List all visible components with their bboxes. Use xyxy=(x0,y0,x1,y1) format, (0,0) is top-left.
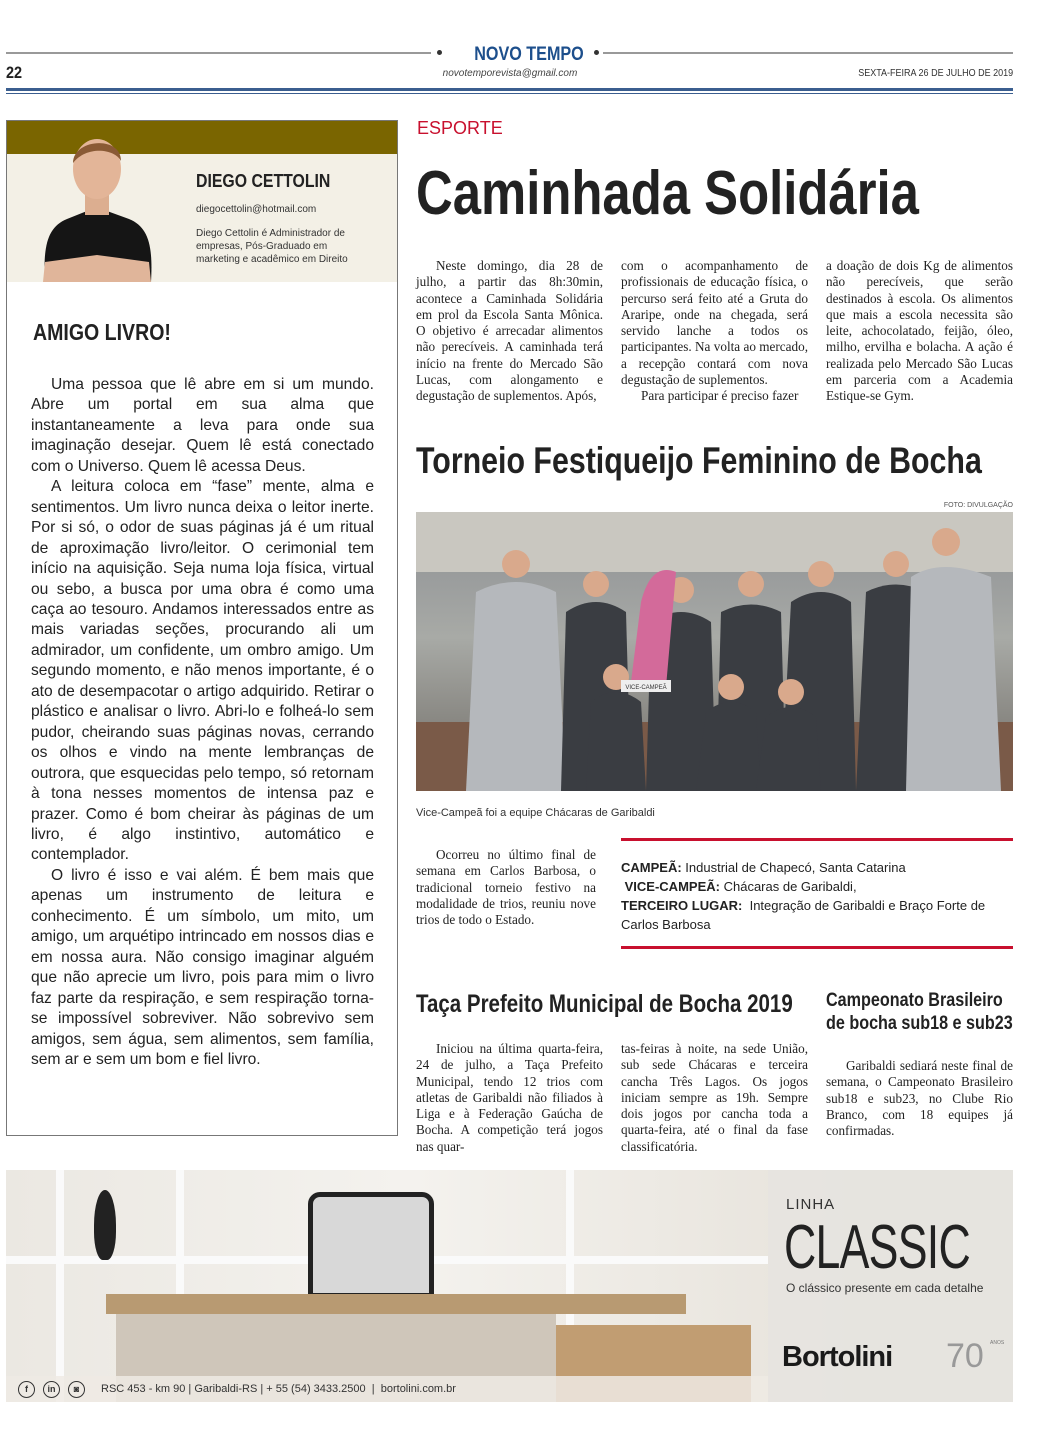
page-number: 22 xyxy=(6,63,23,82)
paragraph: a doação de dois Kg de alimentos não perecíveis, que serão destinados à escola. Os alimentos que mais a escola necessita são leite, achocolatado, feijão, óleo, milho, ervilha e bolacha. A ação é realizada pelo Mercado São Lucas em parceria com a Academia Estique-se Gym. xyxy=(826,258,1013,404)
photo-caption: Vice-Campeã foi a equipe Chácaras de Garibaldi xyxy=(416,807,655,819)
headline-caminhada: Caminhada Solidária xyxy=(416,159,919,228)
paragraph: Para participar é preciso fazer xyxy=(641,388,799,404)
brasileiro-article xyxy=(826,1058,1013,1139)
ad-contact-info[interactable]: RSC 453 - km 90 | Garibaldi-RS | + 55 (54) 3433.2500 | bortolini.com.br xyxy=(101,1383,456,1395)
header-date: SEXTA-FEIRA 26 DE JULHO DE 2019 xyxy=(858,68,1013,79)
paragraph: Uma pessoa que lê abre em si um mundo. Abre um portal em sua alma que instantaneamente a leva para onde sua imaginação desejar. Quem lê está conectado com o Universo. Quem lê acessa Deus. xyxy=(31,376,374,475)
taca-col-1 xyxy=(416,1041,603,1155)
ad-tagline: O clássico presente em cada detalhe xyxy=(786,1281,984,1295)
results-divider-bottom xyxy=(621,946,1013,949)
result-third xyxy=(621,896,1013,934)
header-divider-thin xyxy=(6,93,1013,94)
header-divider xyxy=(6,88,1013,91)
results-divider-top xyxy=(621,838,1013,841)
result-champion xyxy=(621,858,1016,877)
headline-line: Campeonato Brasileiro xyxy=(826,990,1003,1011)
paragraph: Garibaldi sediará neste final de semana, o Campeonato Brasileiro sub18 e sub23, no Clube Rio Branco, com 18 equipes já confirmadas. xyxy=(826,1058,1013,1139)
ad-vase xyxy=(94,1190,116,1260)
masthead-brand: NOVO TEMPO xyxy=(474,44,584,65)
headline-bocha: Torneio Festiqueijo Feminino de Bocha xyxy=(416,440,982,481)
header-email[interactable]: novotemporevista@gmail.com xyxy=(442,68,578,79)
anniversary-anos: ANOS xyxy=(990,1340,1005,1346)
photo-credit: FOTO: DIVULGAÇÃO xyxy=(943,502,1013,509)
bocha-article xyxy=(416,847,596,928)
headline-line: de bocha sub18 e sub23 xyxy=(826,1013,1013,1034)
section-kicker: ESPORTE xyxy=(417,118,503,138)
trophy-banner: VICE-CAMPEÃ xyxy=(625,685,667,691)
author-name: DIEGO CETTOLIN xyxy=(196,171,331,191)
results-list xyxy=(621,858,1016,934)
paragraph: tas-feiras à noite, na sede União, sub sede Chácaras e terceira cancha Três Lagos. Os jogos iniciam sempre as 19h. Sempre dois jogos por cancha toda a quarta-feira, até o final da fase classificatória. xyxy=(621,1041,808,1154)
ad-product-name: CLASSIC xyxy=(784,1213,970,1282)
ad-line-label: LINHA xyxy=(786,1196,836,1213)
column-body xyxy=(31,375,374,1070)
team-photo xyxy=(416,512,1013,791)
paragraph: com o acompanhamento de profissionais de educação física, o percurso será feito até a Gruta do Araripe, onde na chegada, será servido lanche a todos os participantes. Na volta ao mercado, a recepção contará com nova degustação de suplementos. xyxy=(621,258,808,388)
headline-taca: Taça Prefeito Municipal de Bocha 2019 xyxy=(416,990,793,1018)
author-photo xyxy=(37,127,157,282)
opinion-column xyxy=(6,120,398,1136)
article-col-1 xyxy=(416,258,603,405)
column-title: AMIGO LIVRO! xyxy=(33,319,171,345)
result-value: Industrial de Chapecó, Santa Catarina xyxy=(685,860,906,875)
paragraph: A leitura coloca em “fase” mente, alma e sentimentos. Um livro nunca deixa o leitor inerte. Por si só, o odor de suas páginas já é um ritual de aproximação livro/leitor. O cerimonial tem início na aquisição. Seja numa loja física, virtual ou sebo, a busca por uma obra é como uma caça ao tesouro. Andamos interessados entre as mais variadas seções, procurando ali um admirador, um confidente, um ombro amigo. Um segundo momento, e não menos importante, é o ato de desempacotar o artigo adquirido. Retirar o plástico e analisar o livro. Abri-lo e folheá-lo sem pudor, cheirando suas páginas novas, cerrando os olhos e vindo na mente lembranças de outrora, que esquecidas pelo tempo, só retornam à tona nesses momentos de intensa paz e prazer. Como é bom cheirar às páginas de um livro, é algo instintivo, automático e contemplador. xyxy=(31,478,374,864)
anniversary-mark: 70 xyxy=(946,1337,984,1375)
header-dot xyxy=(594,50,599,55)
headline-brasileiro xyxy=(826,989,1013,1035)
result-value: Chácaras de Garibaldi, xyxy=(723,879,857,894)
ad-desk-top xyxy=(106,1294,686,1314)
ad-chair xyxy=(308,1192,434,1298)
result-label: VICE-CAMPEÃ: xyxy=(624,879,720,894)
author-email[interactable]: diegocettolin@hotmail.com xyxy=(196,204,317,215)
taca-col-2 xyxy=(621,1041,808,1155)
article-col-2 xyxy=(621,258,808,405)
ad-text-panel xyxy=(768,1170,1013,1402)
team-photo-illustration xyxy=(416,512,1013,791)
bortolini-logo: Bortolini xyxy=(782,1341,893,1373)
header-rule-right xyxy=(603,52,1013,54)
paragraph: Iniciou na última quarta-feira, 24 de julho, a Taça Prefeito Municipal, tendo 12 trios com atletas de Garibaldi não filiados à Liga e à Federação Gaúcha de Bocha. A competição terá jogos nas quar- xyxy=(416,1041,603,1154)
paragraph: Neste domingo, dia 28 de julho, a partir das 8h:30min, acontece a Caminhada Solidária em prol da Escola Santa Mônica. O objetivo é arrecadar alimentos não perecíveis. A caminhada terá início na frente do Mercado São Lucas, com alongamento e degustação de suplementos. Após, xyxy=(416,258,603,404)
paragraph: Ocorreu no último final de semana em Carlos Barbosa, o tradicional torneio festivo na modalidade de trios, reuniu nove trios de todo o Estado. xyxy=(416,847,596,928)
bortolini-advertisement[interactable] xyxy=(6,1170,1013,1402)
author-bio: Diego Cettolin é Administrador de empresas, Pós-Graduado em marketing e acadêmico em Direito xyxy=(196,228,348,265)
facebook-icon[interactable]: f xyxy=(18,1381,35,1398)
paragraph: O livro é isso e vai além. É bem mais que apenas um instrumento de leitura e conhecimento. É um símbolo, um mito, um amigo, um arquétipo intrincado em nossos dias e em nossa aura. Não consigo imaginar alguém que não aprecie um livro, pois para mim o livro faz parte da respiração, e sem respiração torna-se impossível sobreviver. Não sobrevivo sem amigos, sem água, sem alimentos, sem família, sem ar e sem um bom e fiel livro. xyxy=(31,866,374,1068)
result-label: CAMPEÃ: xyxy=(621,860,682,875)
result-value: Integração de Garibaldi e Braço Forte de Carlos Barbosa xyxy=(621,898,986,932)
instagram-icon[interactable]: ◙ xyxy=(68,1381,85,1398)
ad-shelf xyxy=(56,1170,64,1402)
result-label: TERCEIRO LUGAR: xyxy=(621,898,743,913)
result-vice xyxy=(621,877,1016,896)
linkedin-icon[interactable]: in xyxy=(43,1381,60,1398)
ad-contact-bar xyxy=(6,1376,768,1402)
article-col-3 xyxy=(826,258,1013,405)
